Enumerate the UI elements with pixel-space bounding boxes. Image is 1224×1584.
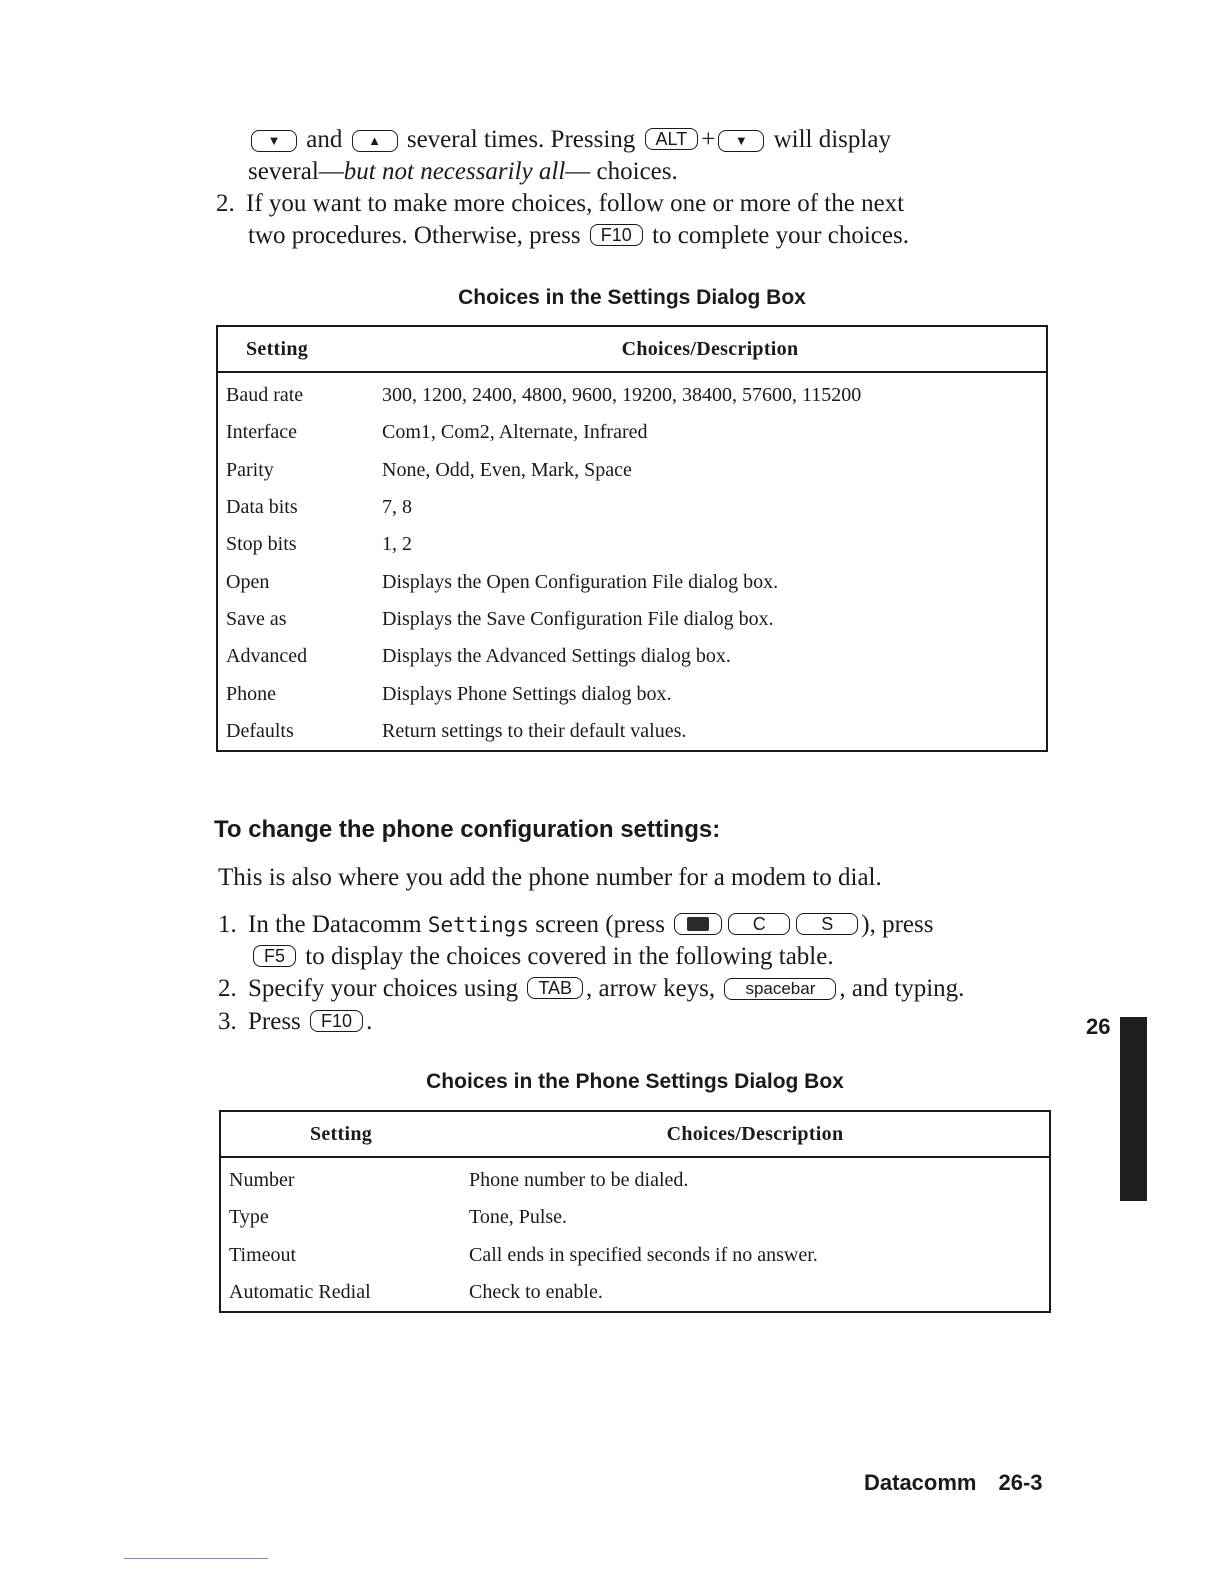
chapter-tab-bar <box>1120 1017 1147 1201</box>
section-step-3 <box>218 1006 372 1038</box>
choices-cell: Displays Phone Settings dialog box. <box>382 682 672 705</box>
section-step-1-line-2 <box>250 941 834 973</box>
choices-cell: None, Odd, Even, Mark, Space <box>382 458 632 481</box>
intro-text-mid: several times. Pressing <box>406 126 636 153</box>
table-row <box>217 414 1047 451</box>
table-1-caption: Choices in the Settings Dialog Box <box>458 286 806 309</box>
footer-title: Datacomm <box>864 1470 977 1495</box>
setting-cell: Parity <box>226 458 274 481</box>
phone-table-header-choices: Choices/Description <box>461 1111 1050 1157</box>
section-title: To change the phone configuration settings: <box>214 816 721 843</box>
step-1-text-1: In the Datacomm <box>248 911 422 938</box>
table-row <box>217 489 1047 526</box>
setting-cell: Defaults <box>226 719 294 742</box>
intro-step-2-line-2 <box>248 220 909 252</box>
choices-cell: 300, 1200, 2400, 4800, 9600, 19200, 38400, 57600, 115200 <box>382 384 862 407</box>
table-row <box>217 713 1047 751</box>
setting-cell: Automatic Redial <box>229 1281 371 1304</box>
step-1-text-2: screen (press <box>535 911 666 938</box>
section-step-1-line-1 <box>218 909 934 941</box>
step-number: 3. <box>218 1008 237 1035</box>
alt-key-icon: ALT <box>645 128 699 150</box>
choices-cell: Displays the Open Configuration File dialog box. <box>382 570 779 593</box>
section-step-2 <box>218 973 964 1005</box>
table-row <box>220 1199 1050 1236</box>
setting-cell: Data bits <box>226 496 298 519</box>
step-3-text-b: . <box>366 1008 373 1035</box>
setting-cell: Baud rate <box>226 384 304 407</box>
table-row <box>217 638 1047 675</box>
intro-line-1 <box>248 124 891 156</box>
page-number: 26-3 <box>998 1470 1043 1495</box>
choices-cell: 1, 2 <box>382 533 412 556</box>
settings-table-header-choices: Choices/Description <box>374 326 1047 372</box>
choices-cell: Displays the Advanced Settings dialog box. <box>382 645 731 668</box>
step-1-text-4: to display the choices covered in the following table. <box>305 943 834 970</box>
setting-cell: Phone <box>226 682 276 705</box>
intro-text-end: will display <box>773 126 891 153</box>
intro-line2-italic: but not necessarily all <box>343 158 566 185</box>
f10-key-icon-2: F10 <box>310 1010 363 1032</box>
table-row <box>220 1274 1050 1312</box>
choices-cell: Com1, Com2, Alternate, Infrared <box>382 421 648 444</box>
setting-cell: Timeout <box>229 1243 297 1266</box>
step-3-text-a: Press <box>248 1008 301 1035</box>
table-row <box>217 526 1047 563</box>
phone-table-header-setting: Setting <box>220 1111 461 1157</box>
setting-cell: Open <box>226 570 270 593</box>
step-2-text-a: Specify your choices using <box>248 975 519 1002</box>
chapter-tab-number: 26 <box>1086 1014 1111 1039</box>
setting-cell: Interface <box>226 421 298 444</box>
step-2-text-2: two procedures. Otherwise, press <box>248 222 581 249</box>
intro-and: and <box>306 126 343 153</box>
f10-key-icon: F10 <box>590 224 643 246</box>
setting-cell: Save as <box>226 607 287 630</box>
phone-settings-table <box>219 1110 1051 1313</box>
choices-cell: Displays the Save Configuration File dialog box. <box>382 607 774 630</box>
setting-cell: Advanced <box>226 645 308 668</box>
settings-screen-name: Settings <box>427 913 529 937</box>
tab-key-icon: TAB <box>527 977 583 999</box>
table-2-caption: Choices in the Phone Settings Dialog Box <box>426 1070 844 1093</box>
table-row <box>217 675 1047 712</box>
spacebar-key-icon: spacebar <box>724 978 836 1000</box>
intro-line2-end: — choices. <box>565 158 678 185</box>
choices-cell: Phone number to be dialed. <box>469 1169 689 1192</box>
settings-table <box>216 325 1048 752</box>
f5-key-icon: F5 <box>253 945 296 967</box>
down-arrow-key-icon-2: ▼ <box>718 130 764 152</box>
table-row <box>217 372 1047 414</box>
step-number: 2. <box>218 975 237 1002</box>
c-key-icon: C <box>728 913 790 935</box>
settings-table-header-setting: Setting <box>217 326 374 372</box>
s-key-icon: S <box>796 913 858 935</box>
table-row <box>220 1237 1050 1274</box>
setting-cell: Type <box>229 1206 269 1229</box>
step-number: 1. <box>218 911 237 938</box>
table-row <box>217 563 1047 600</box>
choices-cell: 7, 8 <box>382 496 412 519</box>
intro-plus: + <box>701 126 716 153</box>
menu-key-icon <box>674 913 722 935</box>
footer-rule <box>124 1558 268 1559</box>
down-arrow-key-icon: ▼ <box>251 130 297 152</box>
intro-step-2-line-1 <box>216 188 904 220</box>
choices-cell: Return settings to their default values. <box>382 719 687 742</box>
table-row <box>220 1157 1050 1199</box>
table-row <box>217 452 1047 489</box>
page-footer <box>864 1470 1043 1496</box>
step-2-text-1: If you want to make more choices, follow one or more of the next <box>246 190 905 217</box>
setting-cell: Number <box>229 1169 295 1192</box>
choices-cell: Tone, Pulse. <box>469 1206 568 1229</box>
step-2-text-b: , arrow keys, <box>586 975 716 1002</box>
choices-cell: Call ends in specified seconds if no answer. <box>469 1243 818 1266</box>
setting-cell: Stop bits <box>226 533 297 556</box>
intro-line2-start: several— <box>248 158 344 185</box>
up-arrow-key-icon: ▲ <box>352 130 398 152</box>
table-row <box>217 601 1047 638</box>
step-2-text-c: , and typing. <box>839 975 965 1002</box>
step-2-text-3: to complete your choices. <box>652 222 909 249</box>
step-1-text-3: ), press <box>861 911 934 938</box>
section-intro: This is also where you add the phone number for a modem to dial. <box>218 864 882 891</box>
choices-cell: Check to enable. <box>469 1281 603 1304</box>
intro-line-2 <box>248 156 678 188</box>
step-number: 2. <box>216 190 235 217</box>
